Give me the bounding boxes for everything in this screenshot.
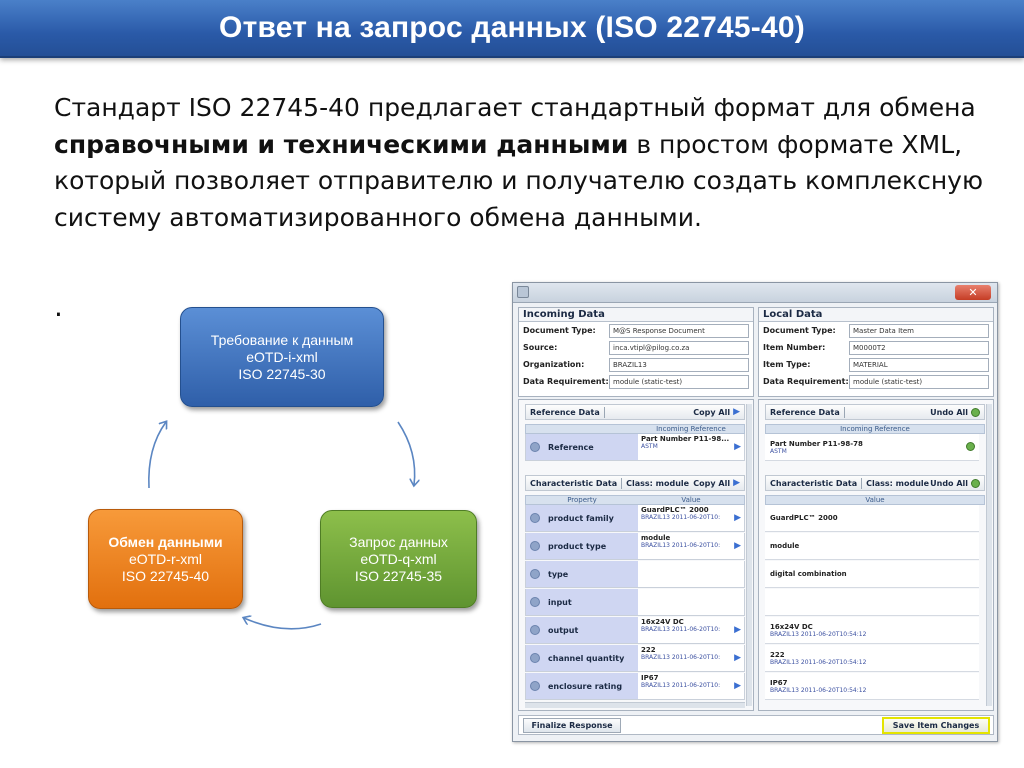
play-icon[interactable]: ▶ [734, 513, 741, 523]
table-row[interactable] [765, 505, 979, 532]
table-row[interactable] [765, 561, 979, 588]
property-value: 16x24V DC [641, 618, 684, 626]
property-value: IP67 [641, 674, 659, 682]
property-label: product type [548, 541, 607, 551]
property-value: GuardPLC™ 2000 [641, 506, 709, 514]
play-icon[interactable]: ▶ [733, 407, 740, 417]
value-column-header-bar [765, 495, 985, 505]
undo-all-button[interactable]: Undo All [930, 407, 968, 417]
property-label: channel quantity [548, 653, 625, 663]
reference-source: ASTM [770, 447, 787, 455]
value-text: digital combination [770, 570, 847, 578]
table-row[interactable] [525, 645, 745, 672]
reference-column-header [525, 424, 745, 434]
table-row[interactable] [525, 617, 745, 644]
app-icon [517, 286, 529, 298]
property-source: BRAZIL13 2011-06-20T10: [641, 654, 721, 661]
field-row [519, 356, 753, 373]
class-label: Class: module [866, 478, 930, 488]
characteristic-data-bar [525, 475, 745, 491]
characteristic-data-title: Characteristic Data [770, 478, 858, 488]
field-label: Item Number: [763, 343, 826, 352]
field-label: Document Type: [523, 326, 596, 335]
item-type-field[interactable]: MATERIAL [849, 358, 989, 372]
vertical-scrollbar[interactable] [746, 404, 752, 706]
save-item-changes-button[interactable]: Save Item Changes [882, 717, 990, 734]
action-bar [518, 715, 994, 735]
separator [844, 407, 845, 418]
reference-source: ASTM [641, 443, 658, 450]
play-icon[interactable]: ▶ [734, 625, 741, 635]
value-source: BRAZIL13 2011-06-20T10:54:12 [770, 658, 867, 666]
field-label: Organization: [523, 360, 585, 369]
separator [621, 478, 622, 489]
arrow-top-to-right [398, 422, 415, 485]
property-label: output [548, 625, 579, 635]
data-requirement-field[interactable]: module (static-test) [609, 375, 749, 389]
local-data-panel [758, 307, 994, 397]
finalize-response-button[interactable]: Finalize Response [523, 718, 621, 733]
reference-data-title: Reference Data [530, 407, 600, 417]
reference-label: Reference [548, 442, 594, 452]
field-label: Data Requirement: [523, 377, 609, 386]
node-label: Запрос данных [349, 533, 448, 550]
field-row [519, 373, 753, 390]
property-label: enclosure rating [548, 681, 623, 691]
characteristic-data-title: Characteristic Data [530, 478, 618, 488]
reference-data-title: Reference Data [770, 407, 840, 417]
app-window [512, 282, 998, 742]
value-text: module [770, 542, 800, 550]
play-icon[interactable]: ▶ [734, 681, 741, 691]
table-row[interactable] [765, 617, 979, 644]
reference-value: Part Number P11-98-78 [770, 439, 863, 448]
property-source: BRAZIL13 2011-06-20T10: [641, 542, 721, 549]
item-number-field[interactable]: M0000T2 [849, 341, 989, 355]
node-data-query [320, 510, 477, 608]
body-paragraph [54, 90, 994, 236]
property-source: BRAZIL13 2011-06-20T10: [641, 626, 721, 633]
property-value: module [641, 534, 671, 542]
info-icon [530, 569, 540, 579]
value-source: BRAZIL13 2011-06-20T10:54:12 [770, 686, 867, 694]
table-row[interactable] [525, 673, 745, 700]
value-source: BRAZIL13 2011-06-20T10:54:12 [770, 630, 867, 638]
incoming-reference-header: Incoming Reference [656, 425, 726, 433]
characteristic-column-header [525, 495, 745, 505]
node-label: Обмен данными [108, 533, 223, 550]
bullet-dot: . [54, 290, 63, 323]
arrow-right-to-left [244, 618, 321, 629]
property-label: type [548, 569, 569, 579]
value-column-header: Value [865, 496, 885, 504]
field-label: Document Type: [763, 326, 836, 335]
value-text: 16x24V DC [770, 622, 813, 631]
incoming-data-title: Incoming Data [519, 308, 753, 322]
info-icon [530, 513, 540, 523]
table-row[interactable] [525, 561, 745, 588]
node-format: eOTD-q-xml [360, 550, 437, 567]
vertical-scrollbar[interactable] [986, 404, 992, 706]
field-row [759, 373, 993, 390]
property-label: product family [548, 513, 614, 523]
separator [604, 407, 605, 418]
node-standard: ISO 22745-40 [121, 567, 210, 584]
node-standard: ISO 22745-30 [238, 365, 326, 382]
field-label: Item Type: [763, 360, 811, 369]
paragraph-bold-text: справочными и техническими данными [54, 129, 629, 159]
copy-all-button[interactable]: Copy All [693, 478, 731, 488]
incoming-grid-panel [518, 399, 754, 711]
copy-all-button[interactable]: Copy All [693, 407, 731, 417]
property-value: 222 [641, 646, 656, 654]
info-icon [530, 541, 540, 551]
table-row[interactable] [765, 533, 979, 560]
field-row [759, 339, 993, 356]
incoming-reference-header: Incoming Reference [840, 425, 910, 433]
local-grid-panel [758, 399, 994, 711]
reference-value: Part Number P11-98... [641, 435, 730, 443]
paragraph-text-1: Стандарт ISO 22745-40 предлагает стандартный формат для обмена [54, 93, 976, 122]
field-row [519, 322, 753, 339]
source-field[interactable]: inca.vtipl@pilog.co.za [609, 341, 749, 355]
field-row [759, 356, 993, 373]
info-icon [530, 625, 540, 635]
document-type-field[interactable]: M@S Response Document [609, 324, 749, 338]
organization-field[interactable]: BRAZIL13 [609, 358, 749, 372]
property-label: input [548, 597, 572, 607]
play-icon[interactable]: ▶ [733, 478, 740, 488]
slide-title: Ответ на запрос данных (ISO 22745-40) [219, 11, 805, 44]
node-format: eOTD-i-xml [246, 348, 318, 365]
incoming-data-panel [518, 307, 754, 397]
value-column-header: Value [681, 496, 701, 504]
info-icon [530, 442, 540, 452]
value-text: IP67 [770, 678, 788, 687]
reference-row[interactable] [525, 434, 745, 461]
node-format: eOTD-r-xml [128, 550, 203, 567]
separator [861, 478, 862, 489]
document-type-field[interactable]: Master Data Item [849, 324, 989, 338]
property-source: BRAZIL13 2011-06-20T10: [641, 682, 721, 689]
undo-icon[interactable] [971, 479, 980, 488]
class-label: Class: module [626, 478, 690, 488]
characteristic-data-bar [765, 475, 985, 491]
data-requirement-field[interactable]: module (static-test) [849, 375, 989, 389]
window-title-bar [513, 283, 997, 303]
undo-all-button[interactable]: Undo All [930, 478, 968, 488]
property-source: BRAZIL13 2011-06-20T10: [641, 514, 721, 521]
reference-row[interactable] [765, 434, 979, 461]
value-text: 222 [770, 650, 785, 659]
undo-icon[interactable] [971, 408, 980, 417]
play-icon[interactable]: ▶ [734, 442, 741, 452]
field-row [759, 322, 993, 339]
play-icon[interactable]: ▶ [734, 541, 741, 551]
table-row[interactable] [765, 673, 979, 700]
value-text: GuardPLC™ 2000 [770, 514, 838, 522]
table-row[interactable] [525, 505, 745, 532]
table-row[interactable] [765, 589, 979, 616]
table-row[interactable] [525, 533, 745, 560]
field-row [519, 339, 753, 356]
arrow-left-to-top [149, 422, 166, 488]
reference-column-header [765, 424, 985, 434]
info-icon [530, 653, 540, 663]
info-icon [530, 681, 540, 691]
reference-data-bar [765, 404, 985, 420]
field-label: Data Requirement: [763, 377, 849, 386]
node-data-requirement [180, 307, 384, 407]
close-icon[interactable]: ✕ [955, 285, 991, 300]
node-standard: ISO 22745-35 [354, 567, 443, 584]
slide-title-bar [0, 0, 1024, 58]
paragraph-text-2: в простом формате XML, который позволяет отправителю и получателю создать комплексную систему автоматизированного обмена данными. [54, 129, 984, 232]
node-data-exchange [88, 509, 243, 609]
reference-data-bar [525, 404, 745, 420]
property-column-header: Property [567, 496, 597, 504]
table-row[interactable] [765, 645, 979, 672]
field-label: Source: [523, 343, 558, 352]
horizontal-scrollbar[interactable] [525, 702, 745, 708]
node-label: Требование к данным [210, 331, 354, 348]
play-icon[interactable]: ▶ [734, 653, 741, 663]
table-row[interactable] [525, 589, 745, 616]
local-data-title: Local Data [759, 308, 993, 322]
info-icon [530, 597, 540, 607]
undo-icon[interactable] [966, 442, 975, 451]
